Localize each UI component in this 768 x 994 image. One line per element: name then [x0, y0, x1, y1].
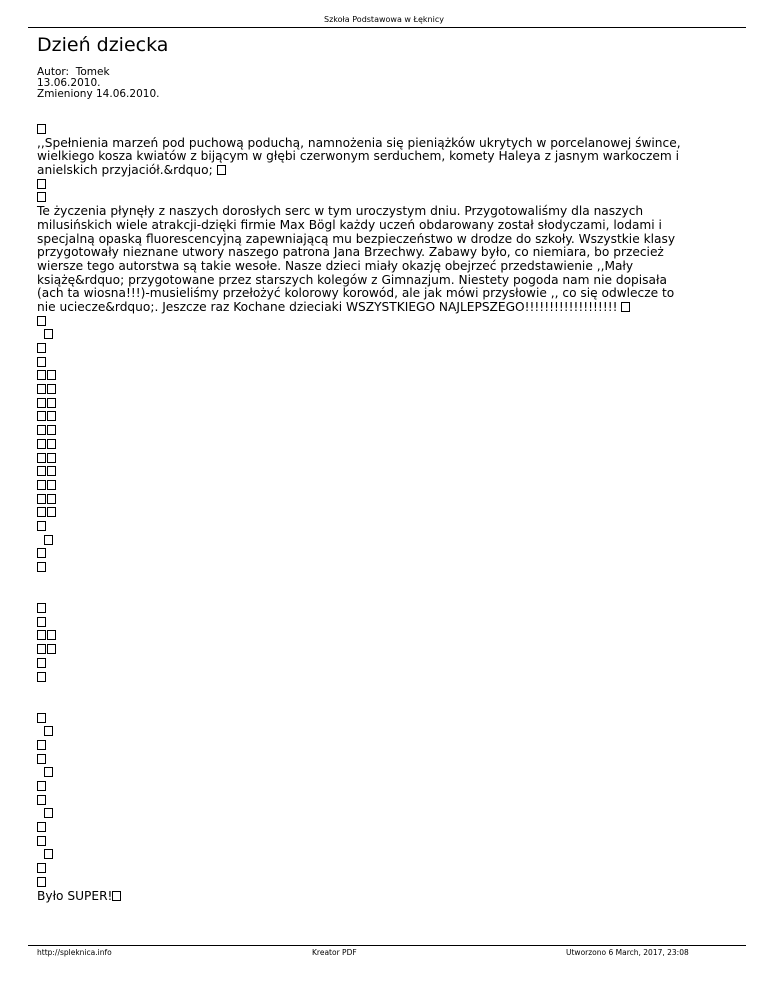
missing-glyph-box	[37, 192, 46, 202]
body-line: specjalną opaską fluorescencyjną zapewniającą mu bezpieczeństwo w drodze do szkoły. Wszystkie klasy	[37, 231, 676, 246]
missing-glyph-box	[37, 179, 46, 189]
missing-glyph-box	[47, 466, 56, 476]
missing-glyph-box	[47, 644, 56, 654]
missing-glyph-box	[47, 630, 56, 640]
missing-glyph-box	[47, 494, 56, 504]
missing-glyph-box	[47, 439, 56, 449]
missing-glyph-box	[37, 480, 46, 490]
missing-glyph-box	[44, 849, 53, 859]
missing-glyph-box	[217, 165, 226, 175]
missing-glyph-box	[37, 316, 46, 326]
missing-glyph-box	[37, 343, 46, 353]
missing-glyph-box	[37, 124, 46, 134]
author-line: Autor: Tomek	[37, 66, 110, 78]
missing-glyph-box	[37, 877, 46, 887]
footer-created: Utworzono 6 March, 2017, 23:08	[566, 948, 689, 957]
article-title: Dzień dziecka	[37, 34, 169, 56]
body-line: przygotowały nieznane utwory naszego patrona Jana Brzechwy. Zabawy było, co niemiara, bo przecież	[37, 245, 664, 260]
footer-divider	[28, 945, 746, 946]
missing-glyph-box	[37, 603, 46, 613]
missing-glyph-box	[44, 535, 53, 545]
missing-glyph-box	[44, 726, 53, 736]
missing-glyph-box	[47, 384, 56, 394]
missing-glyph-box	[37, 494, 46, 504]
missing-glyph-box	[47, 411, 56, 421]
missing-glyph-box	[37, 863, 46, 873]
missing-glyph-box	[37, 370, 46, 380]
missing-glyph-box	[37, 617, 46, 627]
missing-glyph-box	[44, 767, 53, 777]
missing-glyph-box	[47, 398, 56, 408]
missing-glyph-box	[37, 425, 46, 435]
missing-glyph-box	[37, 630, 46, 640]
footer-url[interactable]: http://spleknica.info	[37, 948, 112, 957]
body-line: (ach ta wiosna!!!)-musieliśmy przełożyć kolorowy korowód, ale jak mówi przysłowie ,, co się odwlecze to	[37, 286, 675, 301]
article-body	[37, 123, 737, 903]
missing-glyph-box	[37, 822, 46, 832]
missing-glyph-box	[37, 644, 46, 654]
missing-glyph-box	[37, 836, 46, 846]
footer-generator: Kreator PDF	[312, 948, 357, 957]
missing-glyph-box	[37, 713, 46, 723]
missing-glyph-box	[37, 466, 46, 476]
body-line: nie uciecze&rdquo;. Jeszcze raz Kochane dzieciaki WSZYSTKIEGO NAJLEPSZEGO!!!!!!!!!!!!!!!!!!!	[37, 299, 622, 314]
body-line: wiersze tego autorstwa są takie wesołe. Nasze dzieci miały okazję obejrzeć przedstawienie ,,Mały	[37, 258, 634, 273]
site-name: Szkoła Podstawowa w Łęknicy	[324, 15, 444, 24]
header-divider	[28, 27, 746, 28]
missing-glyph-box	[37, 781, 46, 791]
article-meta	[37, 67, 159, 100]
body-line: wielkiego kosza kwiatów z bijącym w głębi czerwonym serduchem, komety Haleya z jasnym warkoczem i	[37, 149, 679, 164]
missing-glyph-box	[37, 521, 46, 531]
missing-glyph-box	[47, 370, 56, 380]
publish-date: 13.06.2010.	[37, 77, 101, 89]
missing-glyph-box	[44, 329, 53, 339]
missing-glyph-box	[37, 507, 46, 517]
missing-glyph-box	[47, 425, 56, 435]
missing-glyph-box	[37, 672, 46, 682]
missing-glyph-box	[37, 384, 46, 394]
body-line: milusińskich wiele atrakcji-dzięki firmie Max Bögl każdy uczeń obdarowany został słodyczami, lodami i	[37, 217, 662, 232]
body-line: książę&rdquo; przygotowane przez starszych kolegów z Gimnazjum. Niestety pogoda nam nie dopisała	[37, 272, 667, 287]
missing-glyph-box	[37, 548, 46, 558]
missing-glyph-box	[37, 357, 46, 367]
missing-glyph-box	[47, 480, 56, 490]
missing-glyph-box	[112, 891, 121, 901]
body-line: anielskich przyjaciół.&rdquo;	[37, 163, 217, 178]
modified-date: Zmieniony 14.06.2010.	[37, 88, 160, 100]
missing-glyph-box	[47, 507, 56, 517]
missing-glyph-box	[621, 302, 630, 312]
missing-glyph-box	[37, 740, 46, 750]
missing-glyph-box	[37, 453, 46, 463]
missing-glyph-box	[37, 398, 46, 408]
body-line: ,,Spełnienia marzeń pod puchową poduchą, namnożenia się pieniążków ukrytych w porcelanowej śwince,	[37, 135, 681, 150]
missing-glyph-box	[44, 808, 53, 818]
missing-glyph-box	[37, 411, 46, 421]
body-line: Te życzenia płynęły z naszych dorosłych serc w tym uroczystym dniu. Przygotowaliśmy dla naszych	[37, 204, 644, 219]
closing-line: Było SUPER!	[37, 888, 113, 903]
missing-glyph-box	[37, 658, 46, 668]
missing-glyph-box	[37, 754, 46, 764]
missing-glyph-box	[37, 439, 46, 449]
missing-glyph-box	[47, 453, 56, 463]
missing-glyph-box	[37, 562, 46, 572]
missing-glyph-box	[37, 795, 46, 805]
